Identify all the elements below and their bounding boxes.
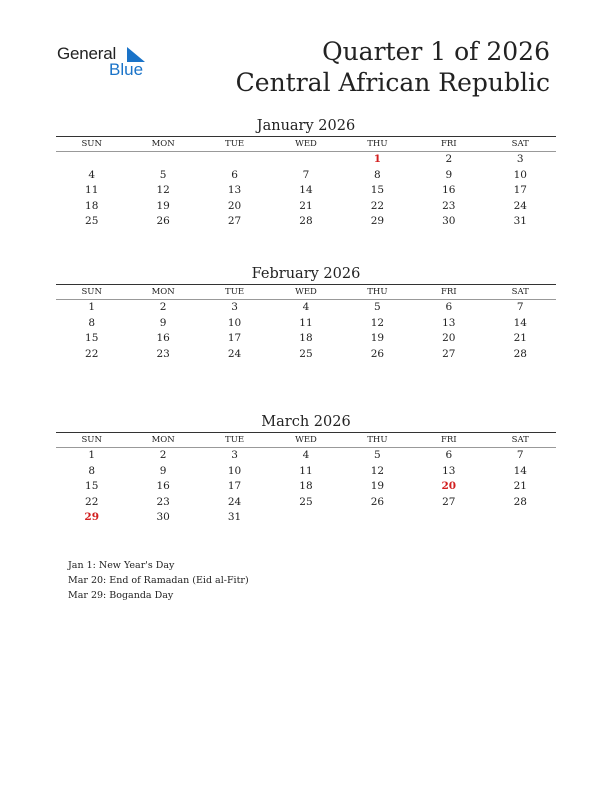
day-cell: 7 bbox=[516, 449, 524, 461]
day-cell: 14 bbox=[299, 184, 313, 197]
weekday-header: TUE bbox=[199, 285, 270, 300]
day-cell: 6 bbox=[231, 168, 238, 181]
weekday-header: SUN bbox=[56, 433, 127, 448]
day-cell: 14 bbox=[513, 464, 527, 477]
calendar-grid bbox=[56, 137, 556, 230]
calendar-grid bbox=[56, 433, 556, 526]
month-title: February 2026 bbox=[251, 266, 361, 282]
day-cell: 13 bbox=[227, 184, 242, 197]
day-cell: 4 bbox=[88, 168, 96, 181]
week-row bbox=[56, 152, 556, 168]
weekday-header: THU bbox=[342, 285, 413, 300]
month-march bbox=[56, 412, 556, 526]
day-cell: 17 bbox=[227, 332, 242, 345]
holiday-day-cell: 20 bbox=[441, 480, 457, 493]
day-cell: 21 bbox=[513, 480, 527, 493]
day-cell: 9 bbox=[445, 168, 453, 181]
day-cell: 26 bbox=[156, 215, 170, 228]
holiday-day-cell: 29 bbox=[84, 511, 100, 524]
week-row bbox=[56, 168, 556, 184]
week-row bbox=[56, 448, 556, 464]
weekday-header: TUE bbox=[199, 433, 270, 448]
day-cell: 15 bbox=[85, 480, 99, 493]
day-cell: 27 bbox=[442, 495, 456, 508]
day-cell: 8 bbox=[88, 316, 96, 329]
day-cell: 28 bbox=[513, 495, 527, 508]
day-cell: 9 bbox=[159, 464, 167, 477]
day-cell: 18 bbox=[85, 199, 99, 212]
day-cell: 31 bbox=[227, 511, 242, 524]
day-cell: 8 bbox=[88, 464, 96, 477]
weekday-header: SAT bbox=[485, 285, 556, 300]
day-cell: 4 bbox=[302, 449, 310, 461]
empty-day-cell bbox=[199, 152, 270, 168]
empty-day-cell bbox=[127, 152, 198, 168]
day-cell: 3 bbox=[516, 153, 524, 165]
holiday-day-cell: 1 bbox=[373, 153, 382, 165]
generalblue-logo bbox=[57, 44, 157, 84]
day-cell: 11 bbox=[299, 464, 313, 477]
day-cell: 7 bbox=[516, 301, 524, 313]
day-cell: 18 bbox=[299, 480, 313, 493]
day-cell: 12 bbox=[370, 316, 385, 329]
day-cell: 3 bbox=[231, 301, 238, 313]
day-cell: 18 bbox=[299, 332, 313, 345]
week-row bbox=[56, 510, 556, 526]
day-cell: 13 bbox=[442, 464, 456, 477]
month-title: January 2026 bbox=[256, 118, 356, 134]
day-cell: 2 bbox=[159, 301, 167, 313]
day-cell: 11 bbox=[85, 184, 99, 197]
day-cell: 16 bbox=[156, 332, 170, 345]
day-cell: 20 bbox=[227, 199, 242, 212]
day-cell: 3 bbox=[231, 449, 238, 461]
day-cell: 20 bbox=[442, 332, 456, 345]
week-row bbox=[56, 316, 556, 332]
day-cell: 11 bbox=[299, 316, 313, 329]
day-cell: 5 bbox=[159, 168, 167, 181]
weekday-header: MON bbox=[127, 137, 198, 152]
weekday-header: SUN bbox=[56, 137, 127, 152]
day-cell: 28 bbox=[299, 215, 313, 228]
weekday-header: THU bbox=[342, 433, 413, 448]
holiday-note: Mar 29: Boganda Day bbox=[68, 590, 174, 601]
day-cell: 10 bbox=[227, 464, 242, 477]
month-title: March 2026 bbox=[261, 414, 351, 430]
day-cell: 30 bbox=[442, 215, 456, 228]
day-cell: 24 bbox=[227, 495, 242, 508]
title-country: Central African Republic bbox=[235, 68, 550, 97]
day-cell: 24 bbox=[513, 199, 527, 212]
weekday-header: FRI bbox=[413, 137, 484, 152]
weekday-header: TUE bbox=[199, 137, 270, 152]
day-cell: 19 bbox=[156, 199, 170, 212]
day-cell: 15 bbox=[85, 332, 99, 345]
day-cell: 13 bbox=[442, 316, 456, 329]
week-row bbox=[56, 331, 556, 347]
day-cell: 9 bbox=[159, 316, 167, 329]
day-cell: 19 bbox=[370, 480, 385, 493]
day-cell: 27 bbox=[442, 347, 456, 360]
weekday-header: SAT bbox=[485, 433, 556, 448]
week-row bbox=[56, 479, 556, 495]
title-quarter: Quarter 1 of 2026 bbox=[322, 37, 550, 66]
empty-day-cell bbox=[413, 510, 484, 526]
logo-blue-text: Blue bbox=[109, 60, 144, 79]
day-cell: 7 bbox=[302, 168, 310, 181]
weekday-header: FRI bbox=[413, 285, 484, 300]
weekday-header: SUN bbox=[56, 285, 127, 300]
weekday-header-row bbox=[56, 137, 556, 152]
day-cell: 27 bbox=[227, 215, 242, 228]
day-cell: 23 bbox=[442, 199, 456, 212]
day-cell: 30 bbox=[156, 511, 170, 524]
page-title bbox=[236, 36, 550, 98]
month-january bbox=[56, 116, 556, 230]
empty-day-cell bbox=[342, 510, 413, 526]
day-cell: 19 bbox=[370, 332, 385, 345]
holiday-note: Jan 1: New Year's Day bbox=[68, 560, 175, 571]
day-cell: 1 bbox=[88, 449, 96, 461]
week-row bbox=[56, 199, 556, 215]
weekday-header: WED bbox=[270, 433, 341, 448]
day-cell: 12 bbox=[370, 464, 385, 477]
day-cell: 15 bbox=[370, 184, 385, 197]
day-cell: 22 bbox=[85, 347, 99, 360]
weekday-header: MON bbox=[127, 433, 198, 448]
day-cell: 6 bbox=[445, 301, 453, 313]
weekday-header: FRI bbox=[413, 433, 484, 448]
day-cell: 12 bbox=[156, 184, 170, 197]
empty-day-cell bbox=[270, 510, 341, 526]
day-cell: 16 bbox=[156, 480, 170, 493]
weekday-header: WED bbox=[270, 285, 341, 300]
day-cell: 17 bbox=[513, 184, 527, 197]
week-row bbox=[56, 347, 556, 363]
weekday-header-row bbox=[56, 285, 556, 300]
day-cell: 25 bbox=[299, 347, 313, 360]
day-cell: 8 bbox=[374, 168, 381, 181]
day-cell: 25 bbox=[85, 215, 99, 228]
day-cell: 2 bbox=[159, 449, 167, 461]
day-cell: 21 bbox=[513, 332, 527, 345]
day-cell: 22 bbox=[370, 199, 385, 212]
weekday-header: WED bbox=[270, 137, 341, 152]
day-cell: 6 bbox=[445, 449, 453, 461]
weekday-header: MON bbox=[127, 285, 198, 300]
holiday-note: Mar 20: End of Ramadan (Eid al-Fitr) bbox=[68, 575, 249, 586]
week-row bbox=[56, 464, 556, 480]
day-cell: 14 bbox=[513, 316, 527, 329]
day-cell: 4 bbox=[302, 301, 310, 313]
weekday-header-row bbox=[56, 433, 556, 448]
weekday-header: THU bbox=[342, 137, 413, 152]
day-cell: 26 bbox=[370, 347, 385, 360]
day-cell: 25 bbox=[299, 495, 313, 508]
day-cell: 22 bbox=[85, 495, 99, 508]
day-cell: 1 bbox=[88, 301, 96, 313]
day-cell: 5 bbox=[374, 449, 381, 461]
weekday-header: SAT bbox=[485, 137, 556, 152]
day-cell: 29 bbox=[370, 215, 385, 228]
day-cell: 26 bbox=[370, 495, 385, 508]
day-cell: 24 bbox=[227, 347, 242, 360]
day-cell: 17 bbox=[227, 480, 242, 493]
holiday-notes bbox=[68, 558, 249, 603]
empty-day-cell bbox=[270, 152, 341, 168]
day-cell: 21 bbox=[299, 199, 313, 212]
week-row bbox=[56, 495, 556, 511]
week-row bbox=[56, 214, 556, 230]
logo-general-text: General bbox=[57, 44, 117, 63]
day-cell: 2 bbox=[445, 153, 453, 165]
day-cell: 23 bbox=[156, 495, 170, 508]
day-cell: 28 bbox=[513, 347, 527, 360]
week-row bbox=[56, 183, 556, 199]
empty-day-cell bbox=[485, 510, 556, 526]
day-cell: 10 bbox=[227, 316, 242, 329]
day-cell: 10 bbox=[513, 168, 527, 181]
month-february bbox=[56, 264, 556, 362]
day-cell: 5 bbox=[374, 301, 381, 313]
day-cell: 16 bbox=[442, 184, 456, 197]
empty-day-cell bbox=[56, 152, 127, 168]
day-cell: 31 bbox=[513, 215, 527, 228]
day-cell: 23 bbox=[156, 347, 170, 360]
calendar-grid bbox=[56, 285, 556, 362]
week-row bbox=[56, 300, 556, 316]
